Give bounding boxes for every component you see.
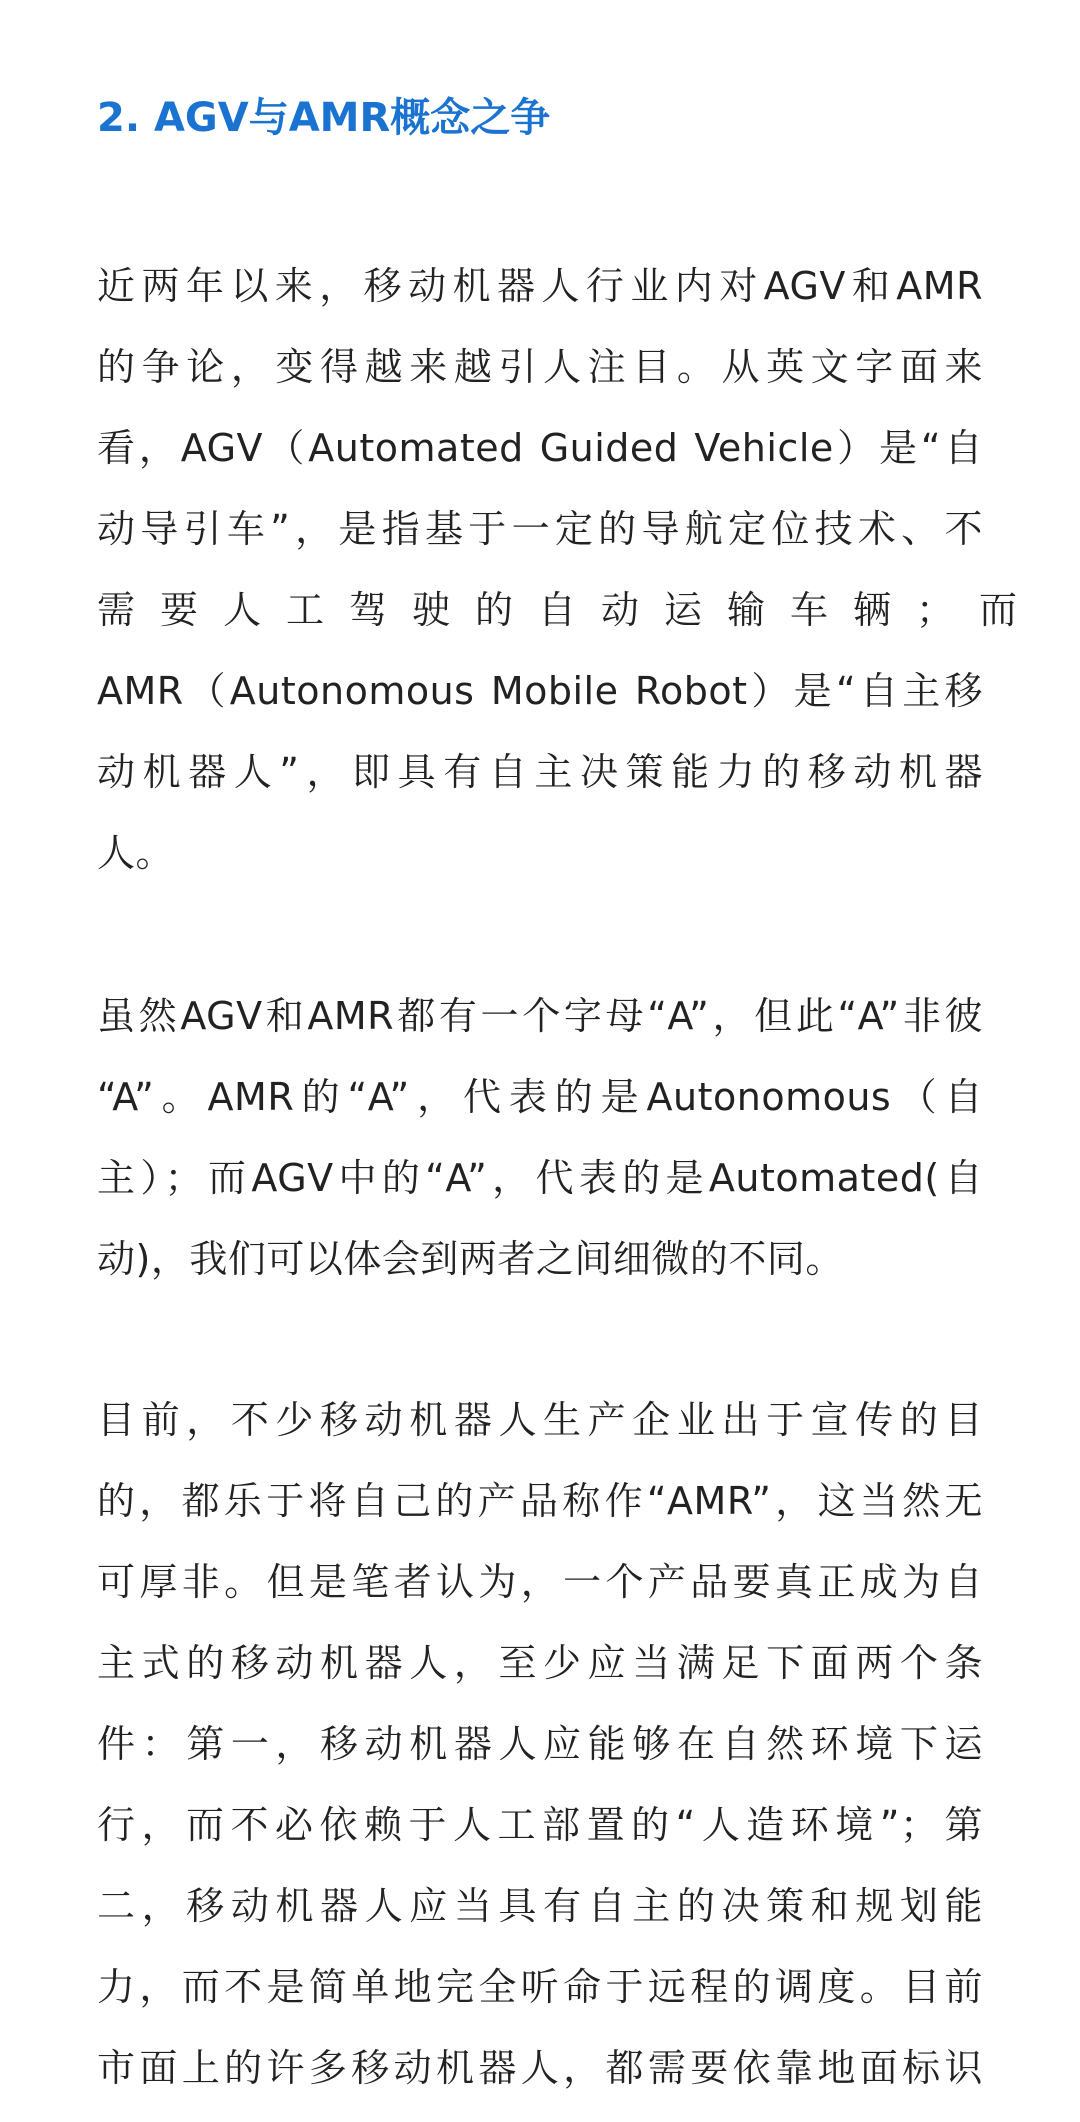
text-line: 看，AGV（Automated Guided Vehicle）是“自: [97, 426, 983, 470]
text-line: 需要人工驾驶的自动运输车辆；而: [97, 588, 1043, 632]
paragraph-letter-a-meaning: [97, 976, 983, 1300]
paragraph-amr-conditions: [97, 1380, 983, 2109]
text-line: 行，而不必依赖于人工部置的“人造环境”；第: [97, 1803, 983, 1847]
text-line: “A”。AMR的“A”，代表的是Autonomous（自: [97, 1075, 983, 1119]
text-line: 市面上的许多移动机器人，都需要依靠地面标识: [97, 2046, 983, 2090]
text-line: 动导引车”，是指基于一定的导航定位技术、不: [97, 507, 983, 551]
text-line: 二，移动机器人应当具有自主的决策和规划能: [97, 1884, 983, 1928]
paragraph-agv-amr-definitions: [97, 246, 1043, 894]
text-line: 可厚非。但是笔者认为，一个产品要真正成为自: [97, 1560, 983, 1604]
text-line: 的争论，变得越来越引人注目。从英文字面来: [97, 345, 983, 389]
text-line: 虽然AGV和AMR都有一个字母“A”，但此“A”非彼: [97, 994, 983, 1038]
text-line: 动)，我们可以体会到两者之间细微的不同。: [97, 1237, 844, 1281]
text-line: 目前，不少移动机器人生产企业出于宣传的目: [97, 1398, 983, 1442]
text-line: 人。: [97, 831, 175, 875]
text-line: 力，而不是简单地完全听命于远程的调度。目前: [97, 1965, 983, 2009]
text-line: 的，都乐于将自己的产品称作“AMR”，这当然无: [97, 1479, 983, 1523]
text-line: 件：第一，移动机器人应能够在自然环境下运: [97, 1722, 983, 1766]
section-heading: 2. AGV与AMR概念之争: [97, 95, 551, 141]
text-line: 主式的移动机器人，至少应当满足下面两个条: [97, 1641, 983, 1685]
text-line: 近两年以来，移动机器人行业内对AGV和AMR: [97, 264, 983, 308]
text-line: AMR（Autonomous Mobile Robot）是“自主移: [97, 669, 983, 713]
text-line: 动机器人”，即具有自主决策能力的移动机器: [97, 750, 983, 794]
text-line: 主）；而AGV中的“A”，代表的是Automated(自: [97, 1156, 983, 1200]
